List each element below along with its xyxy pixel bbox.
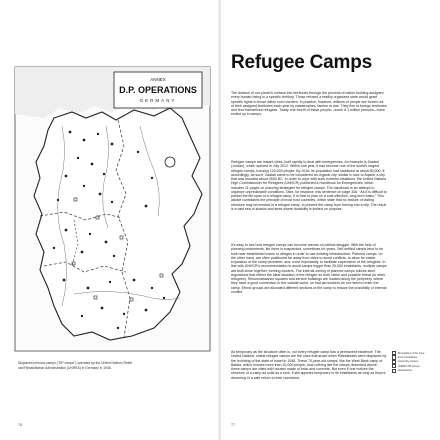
legend-item — [392, 369, 432, 373]
body-paragraph-2: Refugee camps are instant cities, built rapidly to deal with emergencies. An example is Zaatari (Jordan), which opened in July 2012. Within one year, it had become one of the world's largest refugee camps, housing 120,000 people. By 2016, its population had stabilized at about 80,000. If, accordingly, as such, Zaatari came to be considered an organic city, similar in size to Aqaba, a city that was founded about 4000 BC. In order to cope with such extreme situations, the United Nations High Commissioner for Refugees (UNHCR) published a Handbook for Emergencies, which includes 11 pages on planning strategies for refugee camps. The handbook is an attempt to organize unpredictable conditions. Take, for instance, this sentence on page 336: "As it is difficult to predict the life span of a refugee camp, it is best to plan on a cost-effective, long-term basis." This advice contradicts the principle of most host countries, which state that no feature of lasting structure may be erected in a refugee camp, to prevent the camp from turning into a city. The result is a vast sea of shacks and tents where durability is limited on purpose. — [231, 160, 387, 211]
body-paragraph-4: As temporary as the structure often is, not every refugee camp has a permanent existence. The United Nations' oldest refugee camps are the ones that arose when Palestinians were displaced by the founding of the state of Israel in 1948. These 70-year-old camps, like the West Bank camp of Balata, which houses more than 20,000 people, look nothing like the camps described above; these camps are cities with houses made of brick and concrete. But even if one notices the structure of a camp as solid as a rock, it still appears temporary to its inhabitants as long as they're dreaming of a safe return to their homeland. — [231, 350, 387, 380]
map-heading-line1: ANNEX — [150, 77, 166, 82]
map-heading-line2: D.P. OPERATIONS — [119, 85, 197, 95]
body-paragraph-3: It's easy to see how refugee camps can become arenas of political struggle. With the help of planning instruments, life there is suspended, sometimes for years. Self-settled camps tend to be built near established towns or villages in order to use existing infrastructure. Planned camps, on the other hand, are often positioned far away from cities to avoid conflicts, to allow for easier expansion of the camp perimeter, and, most importantly, to facilitate supervision of the refugees. In line with UNHCR's recommendation to avoid camps bigger than 20,000 inhabitants, multiple camps are built close together, forming clusters. The internal zoning of planned camps follows strict regulations that reflect the ideal situation of the refugee as both victim and possible threat (to other refugees). Reconnaissance squares and service buildings are located along the periphery, where they have a good connection to the outside world, so that aid workers do not need to enter the camp. Ethnic groups are allocated different sections of the camp to reduce the possibility of internal conflict. — [231, 243, 387, 294]
map-figure — [14, 66, 211, 352]
body-paragraph-1: The division of our planet's surface into territories through the process of nation building assigned every human being to a specific territory. Those refused a readily organized state would grant specific rights to those within such borders. In practice, however, millions of people are forced out of their assigned territories each year by catastrophes, famine or war. They flee to foreign territories and find themselves refugees. Today one fourth of these people—some 6.1 million persons—have ended up in camps. — [231, 91, 387, 117]
page-number-right: 77 — [231, 423, 235, 427]
legend-label: Assembly centres — [397, 360, 419, 364]
legend-label: Cities/towns — [397, 369, 412, 373]
map-legend — [392, 351, 432, 373]
legend-label: UNRRA DP camps — [397, 364, 420, 368]
dp-operations-map — [14, 66, 211, 352]
legend-swatch — [392, 369, 396, 373]
map-caption: Displaced persons camps ("DP camps") operated by the United Nations Relief and Rehabilitation Administration (UNRRA) in Germany in 1946. — [18, 361, 133, 370]
chapter-title: Refugee Camps — [231, 52, 372, 73]
page-number-left: 76 — [18, 423, 22, 427]
legend-label: Boundaries of the zone — [397, 351, 425, 355]
legend-label: Zone boundaries — [397, 356, 418, 360]
map-heading-line3: GERMANY — [139, 98, 177, 103]
berlin-marker — [165, 157, 175, 167]
left-page — [0, 0, 219, 440]
